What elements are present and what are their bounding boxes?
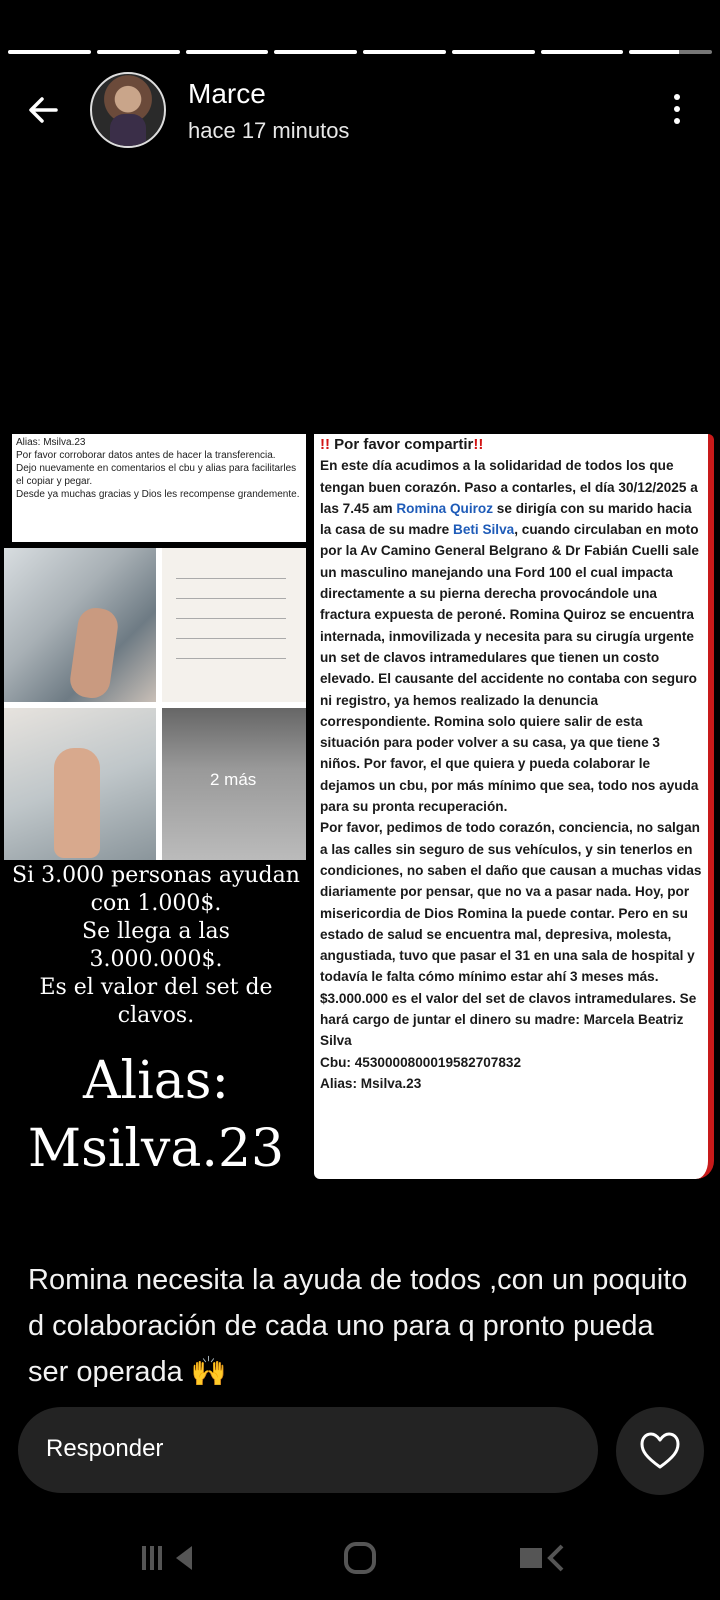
progress-segment xyxy=(274,50,357,54)
progress-segment xyxy=(186,50,269,54)
system-back-button[interactable] xyxy=(518,1540,578,1581)
story-progress-bar xyxy=(8,50,712,54)
home-button[interactable] xyxy=(340,1540,380,1581)
summary-line: clavos. xyxy=(117,1003,195,1028)
summary-line: Si 3.000 personas ayudan xyxy=(12,863,300,888)
card-paragraph: $3.000.000 es el valor del set de clavos intramedulares. Se hará cargo de juntar el dinero su madre: Marcela Beatriz Silva xyxy=(320,990,697,1049)
recent-apps-icon xyxy=(140,1540,200,1576)
card-cbu: Cbu: 4530000800019582707832 xyxy=(320,1054,522,1070)
left-text-line: Dejo nuevamente en comentarios el cbu y alias para facilitarles el copiar y pegar. xyxy=(16,463,297,487)
donation-summary xyxy=(0,862,312,1030)
story-image[interactable] xyxy=(0,432,720,1210)
summary-line: con 1.000$. xyxy=(90,891,222,916)
progress-segment-current xyxy=(629,50,712,54)
avatar[interactable] xyxy=(90,72,166,148)
left-text-line: Por favor corroborar datos antes de hacer la transferencia. xyxy=(16,450,276,461)
progress-segment xyxy=(452,50,535,54)
arrow-left-icon xyxy=(22,88,66,132)
appeal-text-card xyxy=(314,434,714,1179)
card-title: !! Por favor compartir!! xyxy=(320,436,484,453)
progress-segment xyxy=(8,50,91,54)
summary-line: Es el valor del set de xyxy=(39,975,273,1000)
progress-segment xyxy=(363,50,446,54)
post-left-text xyxy=(12,434,306,542)
progress-segment xyxy=(541,50,624,54)
post-time: hace 17 minutos xyxy=(188,118,350,143)
heart-icon xyxy=(616,1407,704,1495)
alias-value: Msilva.23 xyxy=(27,1119,285,1179)
progress-segment xyxy=(97,50,180,54)
like-button[interactable] xyxy=(616,1407,704,1495)
story-caption: Romina necesita la ayuda de todos ,con un poquito d colaboración de cada uno para q pronto pueda ser operada 🙌 xyxy=(28,1264,688,1388)
back-icon xyxy=(518,1540,578,1576)
card-paragraph: Por favor, pedimos de todo corazón, conciencia, no salgan a las calles sin seguro de sus vehículos, y sin tenerlos en condiciones, no saben el daño que causan a muchas vidas diariamente por pensar, que no va a pasar nada. Hoy, por misericordia de Dios Romina la puede contar. Pero en su estado de salud se encuentra mal, depresiva, molesta, angustiada, tuvo que pasar el 31 en una sala de hospital y todavía le falta cómo mínimo estar ahí 3 meses más. xyxy=(320,820,702,985)
system-nav-bar xyxy=(0,1520,720,1600)
photo-foot xyxy=(4,708,156,860)
left-text-line: Alias: Msilva.23 xyxy=(16,437,86,448)
more-photos-label: 2 más xyxy=(210,770,257,789)
home-icon xyxy=(340,1540,380,1576)
back-button[interactable] xyxy=(22,88,66,132)
left-text-line: Desde ya muchas gracias y Dios les recompense grandemente. xyxy=(16,489,300,500)
photo-grid xyxy=(4,548,306,860)
more-vertical-icon xyxy=(672,94,682,124)
summary-line: Se llega a las xyxy=(82,919,230,944)
card-alias: Alias: Msilva.23 xyxy=(320,1075,422,1091)
photo-document xyxy=(162,548,306,702)
story-header xyxy=(0,70,720,150)
author-name[interactable]: Marce xyxy=(188,78,266,109)
reply-input[interactable] xyxy=(18,1407,598,1493)
photo-hospital-leg xyxy=(4,548,156,702)
reply-placeholder: Responder xyxy=(46,1435,164,1462)
card-paragraph: En este día acudimos a la solidaridad de todos los que tengan buen corazón. Paso a contarles, el día 30/12/2025 a las 7.45 am Romina Quiroz se dirigía con su marido hacia la casa de su madre Beti Silva, cuando circulaban en moto por la Av Camino General Belgrano & Dr Fabián Cuelli sale un masculino manejando una Ford 100 el cual impacta directamente a su pierna derecha provocándole una fractura expuesta de peroné. Romina Quiroz se encuentra internada, inmovilizada y necesita para su cirugía urgente un set de clavos intramedulares que tienen un costo elevado. El causante del accidente no contaba con seguro ni registro, ya hemos realizado la denuncia correspondiente. Romina solo quiere salir de esta situación para poder volver a su casa, ya que tiene 3 niños. Por favor, el que quiera y pueda colaborar le dejamos un cbu, por más mínimo que sea, todo nos ayuda para su pronta recuperación. xyxy=(320,458,699,815)
more-options-button[interactable] xyxy=(672,94,682,128)
recent-apps-button[interactable] xyxy=(140,1540,200,1581)
summary-line: 3.000.000$. xyxy=(89,947,223,972)
alias-label: Alias: xyxy=(82,1051,230,1111)
